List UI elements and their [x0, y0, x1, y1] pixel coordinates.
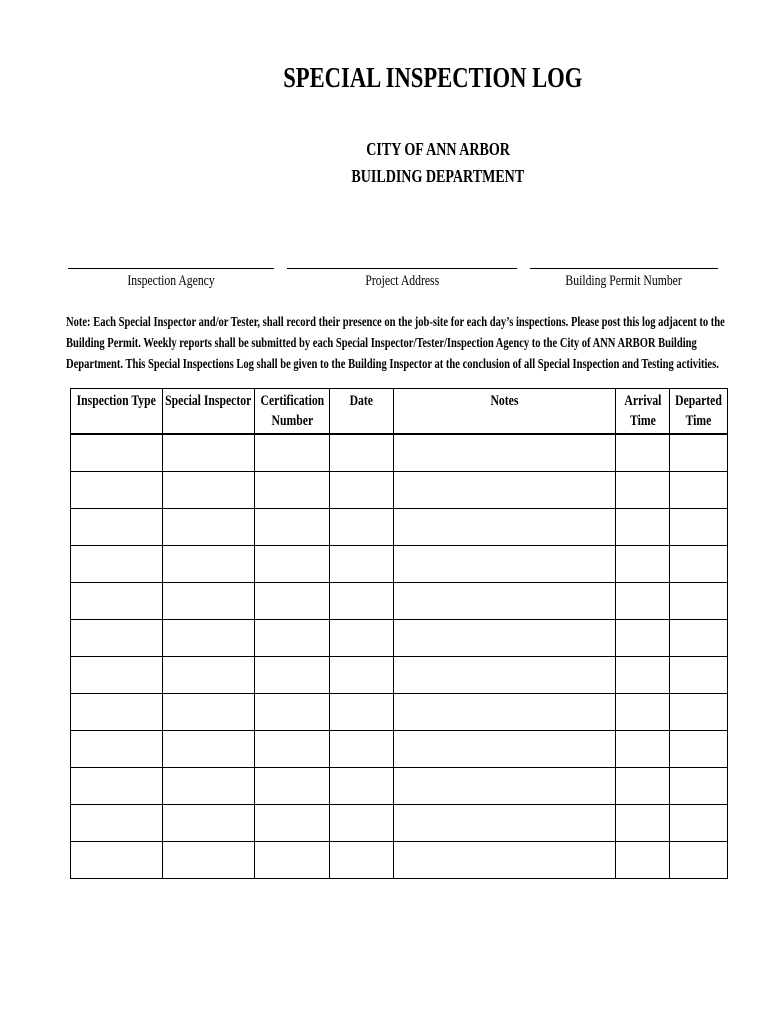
arrival-time-cell[interactable] [616, 434, 670, 472]
special-inspector-cell[interactable] [163, 657, 255, 694]
date-cell[interactable] [330, 731, 394, 768]
table-row [71, 694, 728, 731]
notes-cell[interactable] [394, 657, 616, 694]
project-address-field[interactable] [287, 256, 517, 290]
special-inspector-cell[interactable] [163, 509, 255, 546]
notes-cell[interactable] [394, 472, 616, 509]
departed-time-cell[interactable] [670, 434, 728, 472]
city-name [0, 139, 770, 160]
date-cell[interactable] [330, 768, 394, 805]
table-row [71, 805, 728, 842]
certification-number-cell[interactable] [255, 583, 330, 620]
special-inspector-cell[interactable] [163, 472, 255, 509]
instructions-note-text: Note: Each Special Inspector and/or Tester, shall record their presence on the job-site for each day’s inspections. Please post this log adjacent to the Building Permit. Weekly reports shall be submitted by each Special Inspector/Tester/Inspection Agency to the City of ANN ARBOR Building Department. This Special Inspections Log shall be given to the Building Inspector at the conclusion of all Special Inspection and Testing activities. [66, 314, 725, 371]
certification-number-cell[interactable] [255, 805, 330, 842]
inspection-type-cell[interactable] [71, 583, 163, 620]
header-date: Date [330, 389, 394, 435]
table-row [71, 546, 728, 583]
certification-number-cell[interactable] [255, 842, 330, 879]
notes-cell[interactable] [394, 434, 616, 472]
notes-cell[interactable] [394, 546, 616, 583]
certification-number-cell[interactable] [255, 434, 330, 472]
table-row [71, 583, 728, 620]
special-inspector-cell[interactable] [163, 583, 255, 620]
inspection-agency-label: Inspection Agency [127, 273, 215, 289]
table-row [71, 768, 728, 805]
project-address-label: Project Address [365, 273, 439, 289]
special-inspector-cell[interactable] [163, 768, 255, 805]
departed-time-cell[interactable] [670, 768, 728, 805]
certification-number-cell[interactable] [255, 472, 330, 509]
table-row [71, 842, 728, 879]
header-departed-time: Departed Time [670, 389, 728, 435]
certification-number-cell[interactable] [255, 694, 330, 731]
table-row [71, 620, 728, 657]
arrival-time-cell[interactable] [616, 694, 670, 731]
notes-cell[interactable] [394, 731, 616, 768]
departed-time-cell[interactable] [670, 546, 728, 583]
special-inspector-cell[interactable] [163, 620, 255, 657]
special-inspector-cell[interactable] [163, 546, 255, 583]
special-inspector-cell[interactable] [163, 694, 255, 731]
special-inspector-cell[interactable] [163, 731, 255, 768]
arrival-time-cell[interactable] [616, 805, 670, 842]
table-row [71, 472, 728, 509]
page-title [0, 62, 770, 95]
department-name [0, 166, 770, 187]
notes-cell[interactable] [394, 768, 616, 805]
arrival-time-cell[interactable] [616, 731, 670, 768]
department-name-text: BUILDING DEPARTMENT [351, 166, 525, 186]
table-row [71, 731, 728, 768]
header-arrival-time: Arrival Time [616, 389, 670, 435]
notes-cell[interactable] [394, 509, 616, 546]
page-title-text: SPECIAL INSPECTION LOG [283, 62, 583, 94]
special-inspector-cell[interactable] [163, 434, 255, 472]
inspection-type-cell[interactable] [71, 768, 163, 805]
building-permit-field[interactable] [530, 256, 718, 290]
certification-number-cell[interactable] [255, 509, 330, 546]
arrival-time-cell[interactable] [616, 583, 670, 620]
table-body [71, 434, 728, 879]
date-cell[interactable] [330, 546, 394, 583]
inspection-log-table [70, 388, 728, 879]
header-notes: Notes [394, 389, 616, 435]
departed-time-cell[interactable] [670, 583, 728, 620]
date-cell[interactable] [330, 842, 394, 879]
date-cell[interactable] [330, 583, 394, 620]
certification-number-cell[interactable] [255, 731, 330, 768]
arrival-time-cell[interactable] [616, 842, 670, 879]
table-row [71, 657, 728, 694]
date-cell[interactable] [330, 434, 394, 472]
date-cell[interactable] [330, 657, 394, 694]
inspection-type-cell[interactable] [71, 842, 163, 879]
departed-time-cell[interactable] [670, 694, 728, 731]
special-inspector-cell[interactable] [163, 805, 255, 842]
departed-time-cell[interactable] [670, 472, 728, 509]
city-name-text: CITY OF ANN ARBOR [366, 139, 510, 159]
notes-cell[interactable] [394, 583, 616, 620]
certification-number-cell[interactable] [255, 546, 330, 583]
inspection-type-cell[interactable] [71, 434, 163, 472]
inspection-type-cell[interactable] [71, 731, 163, 768]
arrival-time-cell[interactable] [616, 546, 670, 583]
table-header-row [71, 389, 728, 435]
building-permit-line[interactable] [530, 256, 718, 269]
inspection-type-cell[interactable] [71, 694, 163, 731]
instructions-note [66, 311, 730, 374]
date-cell[interactable] [330, 694, 394, 731]
inspection-agency-field[interactable] [68, 256, 274, 290]
departed-time-cell[interactable] [670, 657, 728, 694]
notes-cell[interactable] [394, 842, 616, 879]
departed-time-cell[interactable] [670, 509, 728, 546]
table-row [71, 434, 728, 472]
header-certification-number: Certification Number [255, 389, 330, 435]
header-inspection-type: Inspection Type [71, 389, 163, 435]
date-cell[interactable] [330, 620, 394, 657]
departed-time-cell[interactable] [670, 842, 728, 879]
inspection-type-cell[interactable] [71, 657, 163, 694]
inspection-type-cell[interactable] [71, 472, 163, 509]
inspection-agency-line[interactable] [68, 256, 274, 269]
arrival-time-cell[interactable] [616, 657, 670, 694]
inspection-type-cell[interactable] [71, 620, 163, 657]
departed-time-cell[interactable] [670, 620, 728, 657]
inspection-type-cell[interactable] [71, 546, 163, 583]
notes-cell[interactable] [394, 620, 616, 657]
arrival-time-cell[interactable] [616, 768, 670, 805]
building-permit-label: Building Permit Number [565, 273, 683, 289]
arrival-time-cell[interactable] [616, 620, 670, 657]
arrival-time-cell[interactable] [616, 509, 670, 546]
certification-number-cell[interactable] [255, 620, 330, 657]
inspection-type-cell[interactable] [71, 805, 163, 842]
departed-time-cell[interactable] [670, 731, 728, 768]
special-inspector-cell[interactable] [163, 842, 255, 879]
date-cell[interactable] [330, 509, 394, 546]
notes-cell[interactable] [394, 694, 616, 731]
inspection-type-cell[interactable] [71, 509, 163, 546]
certification-number-cell[interactable] [255, 768, 330, 805]
arrival-time-cell[interactable] [616, 472, 670, 509]
notes-cell[interactable] [394, 805, 616, 842]
header-special-inspector: Special Inspector [163, 389, 255, 435]
departed-time-cell[interactable] [670, 805, 728, 842]
table-row [71, 509, 728, 546]
date-cell[interactable] [330, 805, 394, 842]
date-cell[interactable] [330, 472, 394, 509]
certification-number-cell[interactable] [255, 657, 330, 694]
project-address-line[interactable] [287, 256, 517, 269]
